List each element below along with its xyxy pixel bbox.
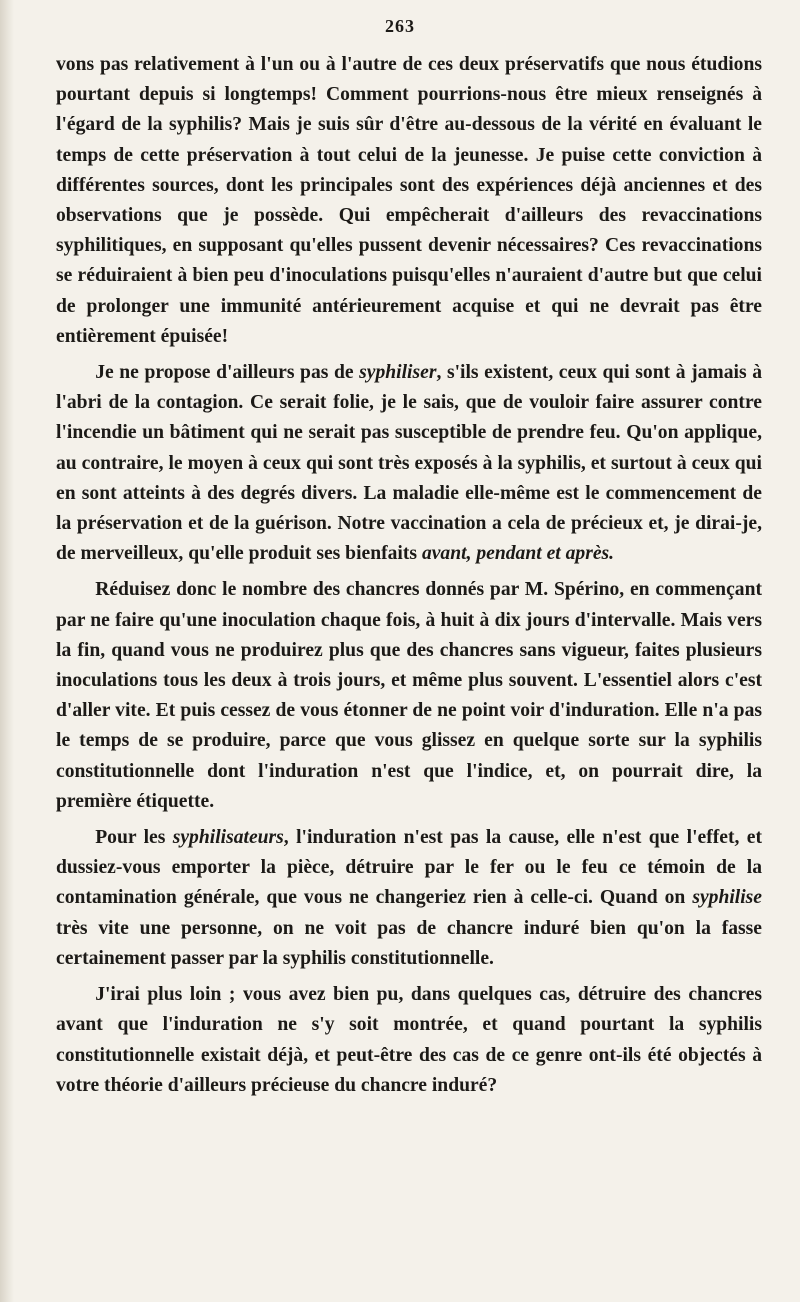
paragraph-5-text: J'irai plus loin ; vous avez bien pu, dans quelques cas, détruire des chancres avant que l'induration ne s'y soit montrée, et quand pourtant la syphilis constitutionnelle existait déjà, et peut-être des cas de ce genre ont-ils été objectés à votre théorie d'ailleurs précieuse du chancre induré?: [56, 984, 762, 1096]
paragraph-4-emphasis-syphilisateurs: syphilisateurs: [172, 827, 284, 849]
page-edge-shadow: [0, 0, 14, 1302]
paragraph-5: [56, 980, 762, 1101]
paragraph-4-text-c: très vite une personne, on ne voit pas de chancre induré bien qu'on la fasse certainement passer par la syphilis constitutionnelle.: [56, 917, 762, 969]
page-number: 263: [385, 16, 415, 36]
paragraph-1: [56, 50, 762, 352]
paragraph-4-text-b: , l'induration n'est pas la cause, elle n'est que l'effet, et dussiez-vous emporter la pièce, détruire par le fer ou le feu ce témoin de la contamination générale, que vous ne changeriez rien à celle-ci. Quand on: [56, 827, 762, 909]
paragraph-3: [56, 575, 762, 817]
paragraph-2-text-b: , s'ils existent, ceux qui sont à jamais à l'abri de la contagion. Ce serait folie, je le sais, que de vouloir faire assurer contre l'incendie un bâtiment qui ne serait pas susceptible de prendre feu. Qu'on applique, au contraire, le moyen à ceux qui sont très exposés à la syphilis, et surtout à ceux qui en sont atteints à des degrés divers. La maladie elle-même est le commencement de la préservation et de la guérison. Notre vaccination a cela de précieux et, je dirai-je, de merveilleux, qu'elle produit ses bienfaits: [56, 362, 763, 565]
paragraph-2-emphasis-avant-pendant-apres: avant, pendant et après.: [421, 543, 615, 565]
paragraph-4-emphasis-syphilise: syphilise: [692, 887, 762, 909]
paragraph-3-text: Réduisez donc le nombre des chancres donnés par M. Spérino, en commençant par ne faire qu'une inoculation chaque fois, à huit à dix jours d'intervalle. Mais vers la fin, quand vous ne produirez plus que des chancres sans vigueur, faites plusieurs inoculations tous les deux à trois jours, et même plus souvent. L'essentiel alors c'est d'aller vite. Et puis cessez de vous étonner de ne point voir d'induration. Elle n'a pas le temps de se produire, parce que vous glissez en quelque sorte sur la syphilis constitutionnelle dont l'induration n'est que l'indice, et, on pourrait dire, la première étiquette.: [56, 579, 762, 812]
body-text: [56, 50, 762, 1101]
paragraph-4: [56, 823, 762, 974]
paragraph-1-text: vons pas relativement à l'un ou à l'autre de ces deux préservatifs que nous étudions pourtant depuis si longtemps! Comment pourrions-nous être mieux renseignés à l'égard de la syphilis? Mais je suis sûr d'être au-dessous de la vérité en évaluant le temps de cette préservation à tout celui de la jeunesse. Je puise cette conviction à différentes sources, dont les principales sont des expériences déjà anciennes et des observations que je possède. Qui empêcherait d'ailleurs des revaccinations syphilitiques, en supposant qu'elles pussent devenir nécessaires? Ces revaccinations se réduiraient à bien peu d'inoculations puisqu'elles n'auraient d'autre but que celui de prolonger une immunité antérieurement acquise et qui ne devrait pas être entièrement épuisée!: [56, 54, 762, 347]
paragraph-2: [56, 358, 762, 569]
paragraph-4-text-a: Pour les: [95, 827, 173, 849]
paragraph-2-text-a: Je ne propose d'ailleurs pas de: [95, 362, 360, 384]
paragraph-2-emphasis-syphiliser: syphiliser: [359, 362, 437, 384]
